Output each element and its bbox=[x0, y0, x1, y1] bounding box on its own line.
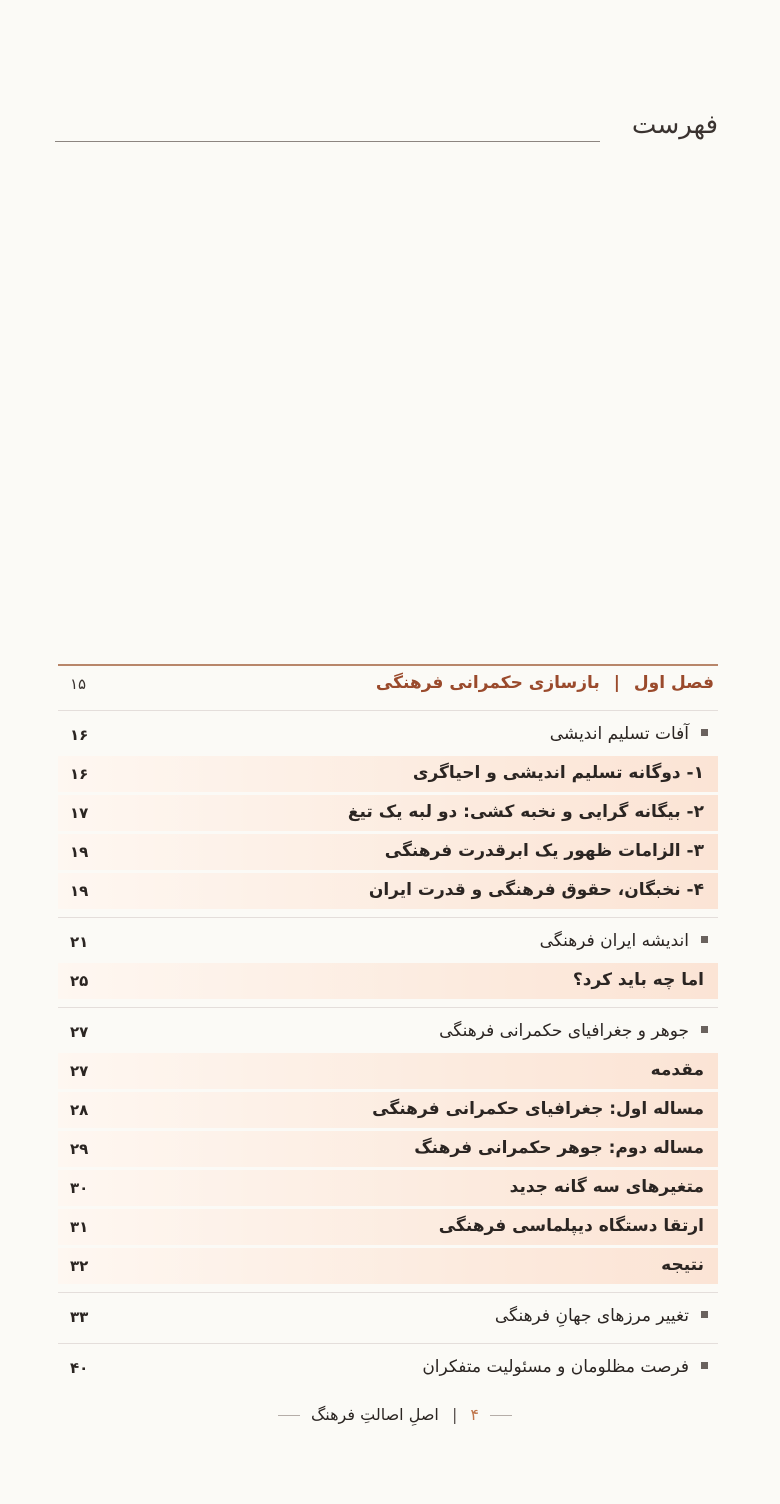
entry-title: ۱- دوگانه تسلیم اندیشی و احیاگری bbox=[412, 763, 704, 783]
section-title-wrap bbox=[495, 1306, 708, 1326]
square-bullet-icon bbox=[701, 729, 708, 736]
entry-title: ۳- الزامات ظهور یک ابرقدرت فرهنگی bbox=[384, 841, 704, 861]
toc-entry-row[interactable] bbox=[58, 963, 718, 999]
divider bbox=[58, 710, 718, 711]
toc-entry-row[interactable] bbox=[58, 1053, 718, 1089]
divider bbox=[58, 1007, 718, 1008]
chapter-row[interactable] bbox=[58, 666, 718, 702]
toc-entry-row[interactable] bbox=[58, 873, 718, 909]
square-bullet-icon bbox=[701, 1362, 708, 1369]
footer-rule bbox=[278, 1415, 300, 1416]
entry-page: ۲۸ bbox=[70, 1101, 89, 1119]
entry-title: ارتقا دستگاه دیپلماسی فرهنگی bbox=[438, 1216, 704, 1236]
toc-section-row[interactable] bbox=[58, 1299, 718, 1335]
entry-page: ۲۹ bbox=[70, 1140, 89, 1158]
entry-title: نتیجه bbox=[661, 1255, 704, 1275]
section-title: آفات تسلیم اندیشی bbox=[549, 724, 689, 744]
divider bbox=[58, 1343, 718, 1344]
entry-page: ۱۷ bbox=[70, 804, 89, 822]
toc-section-row[interactable] bbox=[58, 1014, 718, 1050]
toc-groups bbox=[58, 717, 718, 1386]
entry-page: ۲۵ bbox=[70, 972, 89, 990]
square-bullet-icon bbox=[701, 1026, 708, 1033]
footer-rule bbox=[490, 1415, 512, 1416]
divider bbox=[58, 1292, 718, 1293]
section-page: ۳۳ bbox=[70, 1308, 89, 1326]
entry-title: ۴- نخبگان، حقوق فرهنگی و قدرت ایران bbox=[368, 880, 704, 900]
entry-page: ۱۹ bbox=[70, 882, 89, 900]
toc-section-row[interactable] bbox=[58, 1350, 718, 1386]
entry-title: ۲- بیگانه گرایی و نخبه کشی: دو لبه یک تیغ bbox=[347, 802, 704, 822]
footer-book-title: اصلِ اصالتِ فرهنگ bbox=[310, 1405, 439, 1424]
section-title: جوهر و جغرافیای حکمرانی فرهنگی bbox=[439, 1021, 689, 1041]
entry-page: ۳۰ bbox=[70, 1179, 89, 1197]
entry-page: ۱۹ bbox=[70, 843, 89, 861]
toc-entry-row[interactable] bbox=[58, 1170, 718, 1206]
toc-entry-row[interactable] bbox=[58, 1209, 718, 1245]
section-page: ۱۶ bbox=[70, 726, 89, 744]
chapter-label: فصل اول bbox=[633, 673, 714, 693]
entry-page: ۳۲ bbox=[70, 1257, 89, 1275]
entry-title: مساله دوم: جوهر حکمرانی فرهنگ bbox=[414, 1138, 704, 1158]
section-page: ۲۷ bbox=[70, 1023, 89, 1041]
chapter-heading bbox=[376, 673, 714, 693]
entry-page: ۳۱ bbox=[70, 1218, 89, 1236]
divider bbox=[58, 917, 718, 918]
footer-page-number: ۴ bbox=[470, 1405, 480, 1424]
toc-entry-row[interactable] bbox=[58, 1131, 718, 1167]
page-title: فهرست bbox=[631, 110, 718, 140]
toc-entry-row[interactable] bbox=[58, 1248, 718, 1284]
section-title-wrap bbox=[422, 1357, 708, 1377]
square-bullet-icon bbox=[701, 936, 708, 943]
section-page: ۲۱ bbox=[70, 933, 89, 951]
section-title-wrap bbox=[550, 724, 708, 744]
toc-section-row[interactable] bbox=[58, 717, 718, 753]
chapter-page: ۱۵ bbox=[70, 675, 87, 693]
table-of-contents bbox=[58, 664, 718, 1386]
section-title: فرصت مظلومان و مسئولیت متفکران bbox=[422, 1357, 689, 1377]
entry-page: ۱۶ bbox=[70, 765, 89, 783]
entry-title: متغیرهای سه گانه جدید bbox=[509, 1177, 704, 1197]
heading-rule bbox=[55, 141, 600, 142]
section-title-wrap bbox=[439, 1021, 708, 1041]
toc-entry-row[interactable] bbox=[58, 756, 718, 792]
toc-entry-row[interactable] bbox=[58, 795, 718, 831]
section-page: ۴۰ bbox=[70, 1359, 89, 1377]
entry-page: ۲۷ bbox=[70, 1062, 89, 1080]
chapter-separator: | bbox=[613, 673, 620, 693]
toc-section-row[interactable] bbox=[58, 924, 718, 960]
footer-separator: | bbox=[451, 1405, 458, 1424]
square-bullet-icon bbox=[701, 1311, 708, 1318]
page-footer bbox=[255, 1405, 535, 1424]
entry-title: مقدمه bbox=[650, 1060, 704, 1080]
entry-title: مساله اول: جغرافیای حکمرانی فرهنگی bbox=[372, 1099, 704, 1119]
section-title: تغییر مرزهای جهانِ فرهنگی bbox=[494, 1306, 689, 1326]
chapter-title: بازسازی حکمرانی فرهنگی bbox=[375, 673, 600, 693]
toc-entry-row[interactable] bbox=[58, 834, 718, 870]
entry-title: اما چه باید کرد؟ bbox=[572, 970, 704, 990]
section-title: اندیشه ایران فرهنگی bbox=[539, 931, 689, 951]
toc-entry-row[interactable] bbox=[58, 1092, 718, 1128]
section-title-wrap bbox=[540, 931, 708, 951]
